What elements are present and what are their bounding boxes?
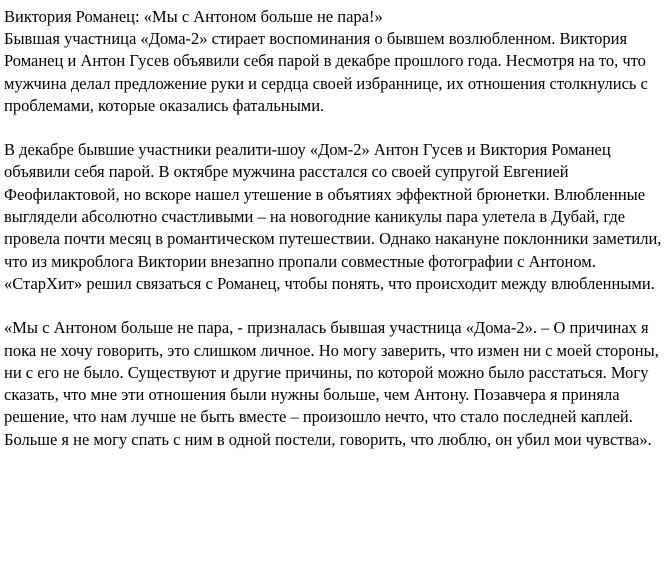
paragraph-spacer xyxy=(4,295,662,317)
article-lead-paragraph: Бывшая участница «Дома-2» стирает воспоминания о бывшем возлюбленном. Виктория Романец и Антон Гусев объявили себя парой в декабре прошлого года. Несмотря на то, что мужчина делал предложение руки и сердца своей избраннице, их отношения столкнулись с проблемами, которые оказались фатальными. xyxy=(4,29,648,115)
article-paragraph-1: В декабре бывшие участники реалити-шоу «Дом-2» Антон Гусев и Виктория Романец объявили себя парой. В октябре мужчина расстался со своей супругой Евгенией Феофилактовой, но вскоре нашел утешение в объятиях эффектной брюнетки. Влюбленные выглядели абсолютно счастливыми – на новогодние каникулы пара улетела в Дубай, где провела почти месяц в романтическом путешествии. Однако накануне поклонники заметили, что из микроблога Виктории внезапно пропали совместные фотографии с Антоном. «СтарХит» решил связаться с Романец, чтобы понять, что происходит между влюбленными. xyxy=(4,140,662,293)
article-paragraph-2: «Мы с Антоном больше не пара, - призналась бывшая участница «Дома-2». – О причинах я пока не хочу говорить, это слишком личное. Но могу заверить, что измен ни с моей стороны, ни с его не было. Существуют и другие причины, по которой можно было расстаться. Могу сказать, что мне эти отношения были нужны больше, чем Антону. Позавчера я приняла решение, что нам лучше не быть вместе – произошло нечто, что стало последней каплей. Больше я не могу спать с ним в одной постели, говорить, что люблю, он убил мои чувства». xyxy=(4,318,659,449)
paragraph-spacer xyxy=(4,117,662,139)
page-title: Виктория Романец: «Мы с Антоном больше не пара!» xyxy=(4,7,383,26)
